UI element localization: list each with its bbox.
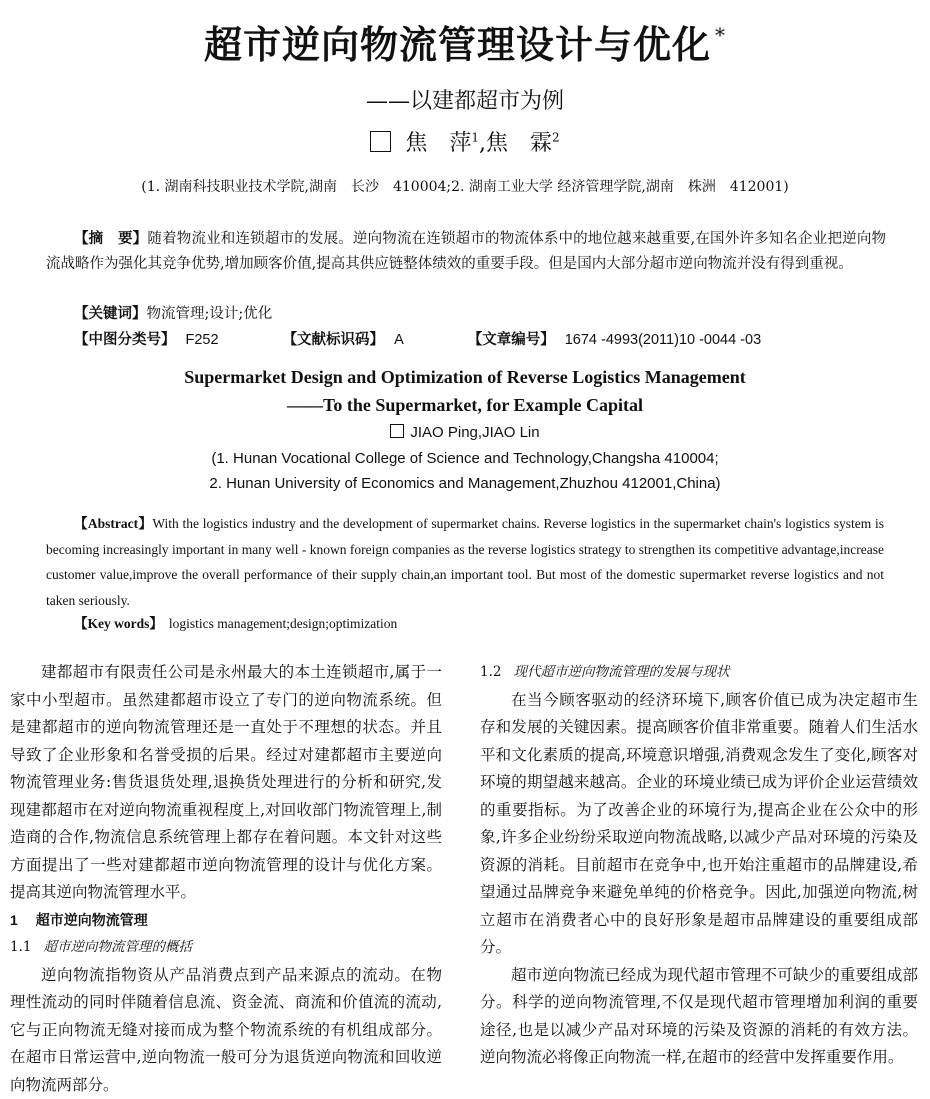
section-1-2-number: 1.2 — [480, 664, 501, 680]
abstract-cn-label: 【摘 要】 — [74, 231, 147, 247]
paper-title — [0, 14, 930, 69]
section-1-2-paragraph-1: 在当今顾客驱动的经济环境下,顾客价值已成为决定超市生存和发展的关键因素。提高顾客价值非常重要。随着人们生活水平和文化素质的提高,环境意识增强,消费观念发生了变化,顾客对环境的期望越来越高。企业的环境业绩已成为评价企业运营绩效的重要指标。为了改善企业的环境行为,提高企业在公众中的形象,许多企业纷纷采取逆向物流战略,以减少产品对环境的污染及资源的消耗。目前超市在竞争中,也开始注重超市的品牌建设,希望通过品牌竞争来避免单纯的价格竞争。因此,加强逆向物流,树立超市在消费者心中的良好形象是超市品牌建设的重要组成部分。 — [480, 687, 918, 962]
section-1-2-title: 现代超市逆向物流管理的发展与现状 — [513, 664, 729, 680]
keywords-en-label: 【Key words】 — [74, 616, 163, 631]
section-1-1-number: 1.1 — [10, 939, 31, 955]
author-box-icon — [370, 131, 391, 152]
abstract-cn — [46, 227, 886, 277]
keywords-en — [74, 612, 397, 636]
body-column-left — [10, 659, 442, 1099]
abstract-en — [46, 511, 884, 613]
author-2: ,焦 霖 — [479, 131, 552, 156]
section-1-heading — [10, 907, 442, 935]
article-number-label: 【文章编号】 — [468, 332, 555, 348]
author-1-affil-mark: 1 — [471, 131, 479, 145]
classification-line — [74, 328, 894, 352]
section-1-2-heading — [480, 659, 918, 687]
title-footnote-mark: * — [715, 23, 726, 47]
english-authors: JIAO Ping,JIAO Lin — [410, 424, 539, 441]
doc-code-label: 【文献标识码】 — [283, 332, 385, 348]
keywords-en-text: logistics management;design;optimization — [169, 616, 397, 631]
english-affiliation-1: (1. Hunan Vocational College of Science and Technology,Changsha 410004; — [0, 450, 930, 467]
author-line — [0, 126, 930, 157]
clc-label: 【中图分类号】 — [74, 332, 176, 348]
english-author-box-icon — [390, 424, 404, 438]
section-1-2-paragraph-2: 超市逆向物流已经成为现代超市管理不可缺少的重要组成部分。科学的逆向物流管理,不仅是现代超市管理增加利润的重要途径,也是以减少产品对环境的污染及资源的消耗的有效方法。逆向物流必将像正向物流一样,在超市的经营中发挥重要作用。 — [480, 962, 918, 1072]
keywords-cn-text: 物流管理;设计;优化 — [147, 306, 273, 322]
author-1: 焦 萍 — [405, 131, 471, 156]
section-1-1-paragraph: 逆向物流指物资从产品消费点到产品来源点的流动。在物理性流动的同时伴随着信息流、资金流、商流和价值流的流动,它与正向物流无缝对接而成为整个物流系统的有机组成部分。在超市日常运营中,逆向物流一般可分为退货逆向物流和回收逆向物流两部分。 — [10, 962, 442, 1099]
paper-subtitle: ——以建都超市为例 — [0, 84, 930, 115]
article-number-value: 1674 -4993(2011)10 -0044 -03 — [565, 332, 761, 348]
abstract-en-label: 【Abstract】 — [74, 516, 152, 531]
english-affiliation-2: 2. Hunan University of Economics and Management,Zhuzhou 412001,China) — [0, 475, 930, 492]
section-1-title: 超市逆向物流管理 — [36, 912, 148, 928]
section-1-1-title: 超市逆向物流管理的概括 — [43, 939, 192, 955]
affiliation-line: (1. 湖南科技职业技术学院,湖南 长沙 410004;2. 湖南工业大学 经济管理学院,湖南 株洲 412001) — [0, 176, 930, 196]
title-text: 超市逆向物流管理设计与优化 — [204, 22, 711, 67]
keywords-cn-label: 【关键词】 — [74, 306, 147, 322]
abstract-cn-text: 随着物流业和连锁超市的发展。逆向物流在连锁超市的物流体系中的地位越来越重要,在国外许多知名企业把逆向物流战略作为强化其竞争优势,增加顾客价值,提高其供应链整体绩效的重要手段。但是国内大部分超市逆向物流并没有得到重视。 — [46, 231, 886, 272]
english-author-line — [0, 424, 930, 441]
keywords-cn — [74, 302, 272, 326]
section-1-1-heading — [10, 934, 442, 962]
clc-value: F252 — [186, 332, 219, 348]
author-2-affil-mark: 2 — [552, 131, 560, 145]
english-title-line2: ——To the Supermarket, for Example Capital — [0, 395, 930, 416]
doc-code-value: A — [394, 332, 404, 348]
section-1-number: 1 — [10, 912, 18, 928]
intro-paragraph: 建都超市有限责任公司是永州最大的本土连锁超市,属于一家中小型超市。虽然建都超市设立了专门的逆向物流系统。但是建都超市的逆向物流管理还是一直处于不理想的状态。并且导致了企业形象和名誉受损的后果。经过对建都超市主要逆向物流管理业务:售货退货处理,退换货处理进行的分析和研究,发现建都超市在对逆向物流重视程度上,对回收部门物流管理上,制造商的合作,物流信息系统管理上都存在着问题。本文针对这些方面提出了一些对建都超市逆向物流管理的设计与优化方案。提高其逆向物流管理水平。 — [10, 659, 442, 907]
abstract-en-text: With the logistics industry and the development of supermarket chains. Reverse logistics in the supermarket chain's logistics system is becoming increasingly important in many well - known foreign companies as the reverse logistics strategy to strengthen its competitive advantage,increase customer value,improve the overall performance of their supply chain,an important tool. But most of the domestic supermarket reverse logistics and not taken seriously. — [46, 516, 884, 608]
english-title-line1: Supermarket Design and Optimization of Reverse Logistics Management — [0, 367, 930, 388]
body-column-right — [480, 659, 918, 1072]
